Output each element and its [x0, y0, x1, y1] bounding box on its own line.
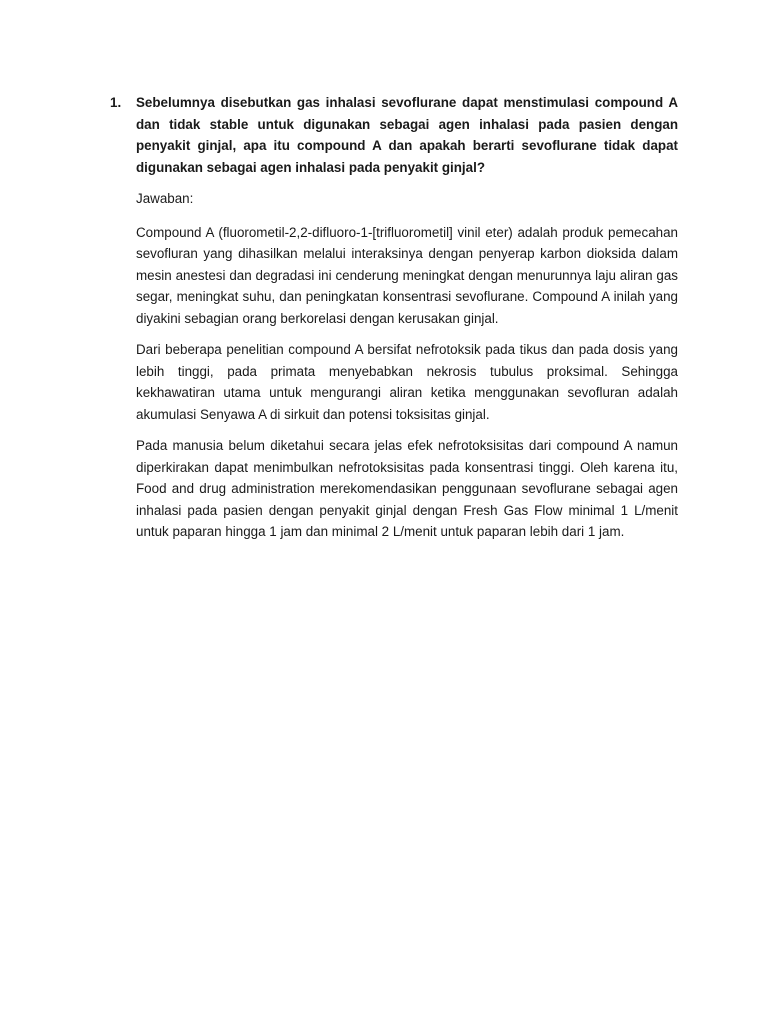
answer-paragraph-1: Compound A (fluorometil-2,2-difluoro-1-[trifluorometil] vinil eter) adalah produk pemecahan sevofluran yang dihasilkan melalui interaksinya dengan penyerap karbon dioksida dalam mesin anestesi dan degradasi ini cenderung meningkat dengan menurunnya laju aliran gas segar, meningkat suhu, dan peningkatan konsentrasi sevoflurane. Compound A inilah yang diyakini sebagian orang berkorelasi dengan kerusakan ginjal. [136, 224, 678, 326]
question-text: Sebelumnya disebutkan gas inhalasi sevoflurane dapat menstimulasi compound A dan tidak stable untuk digunakan sebagai agen inhalasi pada pasien dengan penyakit ginjal, apa itu compound A dan apakah berarti sevoflurane tidak dapat digunakan sebagai agen inhalasi pada penyakit ginjal? [136, 95, 678, 175]
answer-label: Jawaban: [136, 191, 194, 206]
answer-paragraph-2: Dari beberapa penelitian compound A bersifat nefrotoksik pada tikus dan pada dosis yang lebih tinggi, pada primata menyebabkan nekrosis tubulus proksimal. Sehingga kekhawatiran utama untuk mengurangi aliran ketika menggunakan sevofluran adalah akumulasi Senyawa A di sirkuit dan potensi toksisitas ginjal. [136, 342, 678, 422]
answer-paragraph-3: Pada manusia belum diketahui secara jelas efek nefrotoksisitas dari compound A namun diperkirakan dapat menimbulkan nefrotoksisitas pada konsentrasi tinggi. Oleh karena itu, Food and drug administration merekomendasikan penggunaan sevoflurane sebagai agen inhalasi pada pasien dengan penyakit ginjal dengan Fresh Gas Flow minimal 1 L/menit untuk paparan hingga 1 jam dan minimal 2 L/menit untuk paparan lebih dari 1 jam. [136, 438, 678, 539]
list-item-body [136, 92, 678, 553]
list-item-number: 1. [110, 95, 122, 110]
